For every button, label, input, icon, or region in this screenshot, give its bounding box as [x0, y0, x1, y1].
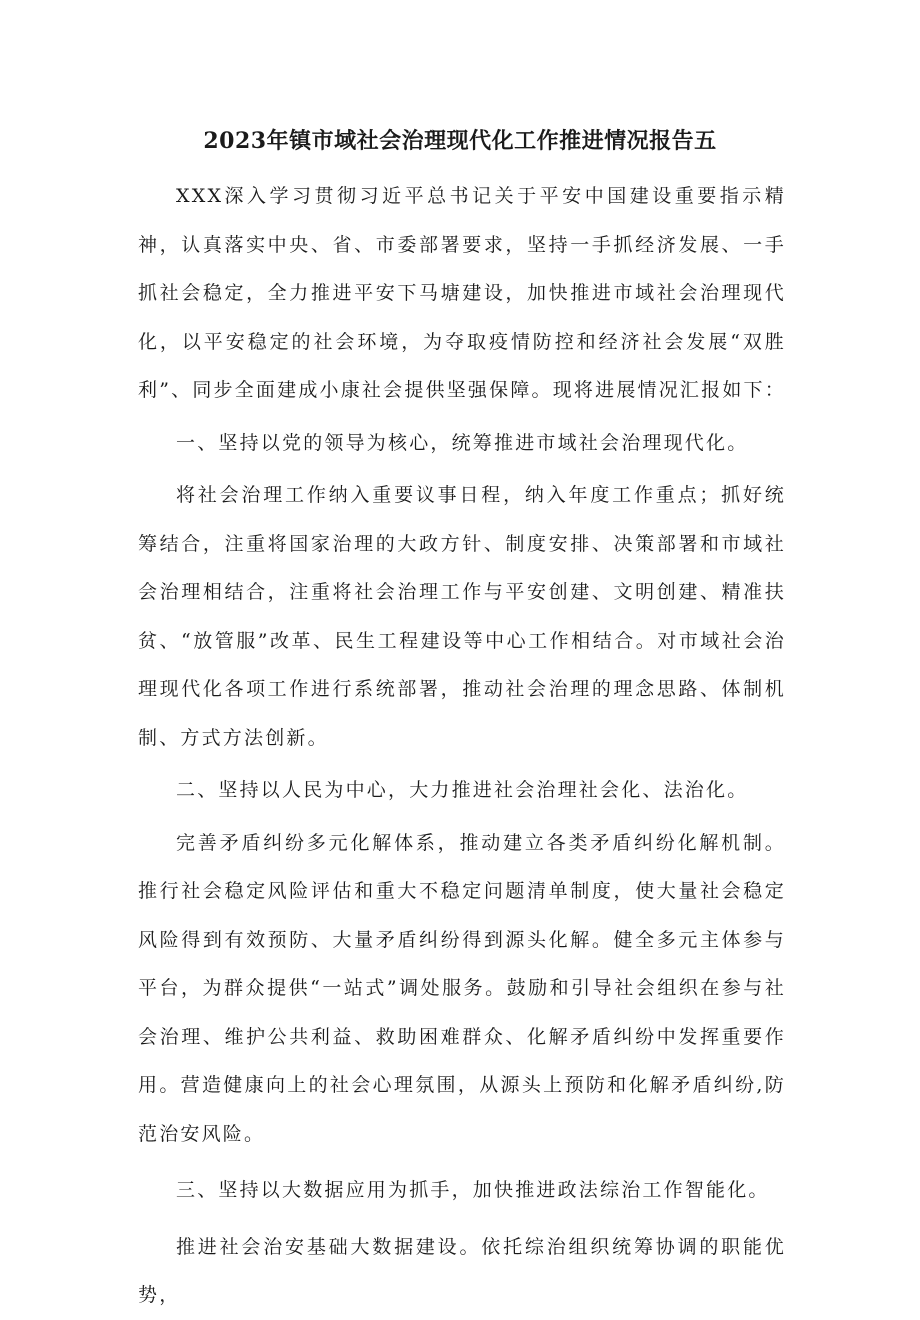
section-3-paragraph: 推进社会治安基础大数据建设。依托综治组织统筹协调的职能优势，: [138, 1235, 786, 1306]
section-1-paragraph: 将社会治理工作纳入重要议事日程，纳入年度工作重点；抓好统筹结合，注重将国家治理的大政方针、制度安排、决策部署和市域社会治理相结合，注重将社会治理工作与平安创建、文明创建、精准扶贫、“放管服”改革、民生工程建设等中心工作相结合。对市域社会治理现代化各项工作进行系统部署，推动社会治理的理念思路、体制机制、方式方法创新。: [138, 484, 786, 749]
document-body: [138, 172, 786, 1320]
section-heading-2: 二、坚持以人民为中心，大力推进社会治理社会化、法治化。: [176, 779, 749, 801]
intro-paragraph: XXX深入学习贯彻习近平总书记关于平安中国建设重要指示精神，认真落实中央、省、市委部署要求，坚持一手抓经济发展、一手抓社会稳定，全力推进平安下马塘建设，加快推进市域社会治理现代化，以平安稳定的社会环境，为夺取疫情防控和经济社会发展“双胜利”、同步全面建成小康社会提供坚强保障。现将进展情况汇报如下：: [138, 185, 786, 401]
section-heading-1: 一、坚持以党的领导为核心，统筹推进市域社会治理现代化。: [176, 431, 749, 454]
section-2-paragraph: 完善矛盾纠纷多元化解体系，推动建立各类矛盾纠纷化解机制。推行社会稳定风险评估和重大不稳定问题清单制度，使大量社会稳定风险得到有效预防、大量矛盾纠纷得到源头化解。健全多元主体参与平台，为群众提供“一站式”调处服务。鼓励和引导社会组织在参与社会治理、维护公共利益、救助困难群众、化解矛盾纠纷中发挥重要作用。营造健康向上的社会心理氛围，从源头上预防和化解矛盾纠纷,防范治安风险。: [138, 831, 786, 1145]
document-title: 2023年镇市域社会治理现代化工作推进情况报告五: [203, 128, 717, 154]
section-heading-3: 三、坚持以大数据应用为抓手，加快推进政法综治工作智能化。: [176, 1179, 770, 1201]
